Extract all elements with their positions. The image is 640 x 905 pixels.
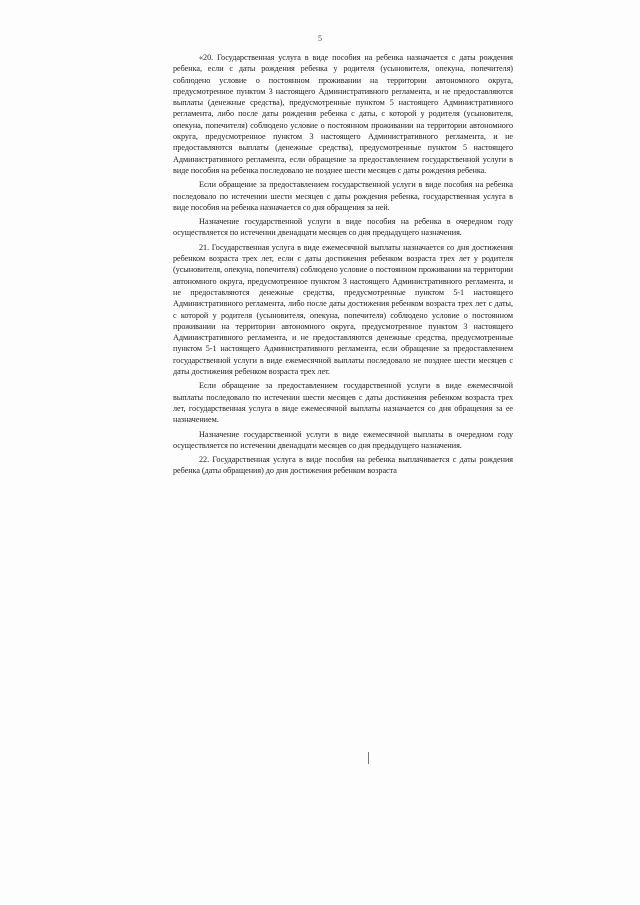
paragraph-21-next-year: Назначение государственной услуги в виде ежемесячной выплаты в очередном году осуществляется по истечении двенадцати месяцев со дня предыдущего назначения. — [173, 429, 513, 450]
paragraph-20: «20. Государственная услуга в виде пособия на ребенка назначается с даты рождения ребенка, если с даты рождения ребенка у родителя (усыновителя, опекуна, попечителя) соблюдено условие о постоянном проживании на территории автономного округа, предусмотренное пунктом 3 настоящего Административного регламента, и не предоставляются выплаты (денежные средства), предусмотренные пунктом 5 настоящего Административного регламента, либо после даты рождения ребенка с даты, с которой у родителя (усыновителя, опекуна, попечителя) соблюдено условие о постоянном проживании на территории автономного округа, предусмотренное пунктом 3 настоящего Административного регламента, и не предоставляются выплаты (денежные средства), предусмотренные пунктом 5 настоящего Административного регламента, если обращение за предоставлением государственной услуги в виде пособия на ребенка последовало не позднее шести месяцев с даты рождения ребенка. — [173, 53, 513, 175]
paragraph-22: 22. Государственная услуга в виде пособия на ребенка выплачивается с даты рождения ребенка (даты обращения) до дня достижения ребенком возраста — [173, 455, 513, 476]
document-body — [173, 52, 513, 480]
paragraph-21: 21. Государственная услуга в виде ежемесячной выплаты назначается со дня достижения ребенком возраста трех лет, если с даты достижения ребенком возраста трех лет у родителя (усыновителя, опекуна, попечителя) соблюдено условие о постоянном проживании на территории автономного округа, предусмотренное пунктом 3 настоящего Административного регламента, и не предоставляются денежные средства, предусмотренные пунктом 5-1 настоящего Административного регламента, либо после даты достижения ребенком возраста трех лет с даты, с которой у родителя (усыновителя, опекуна, попечителя) соблюдено условие о постоянном проживании на территории автономного округа, предусмотренное пунктом 3 настоящего Административного регламента, и не предоставляются денежные средства, предусмотренные пунктом 5-1 настоящего Административного регламента, если обращение за предоставлением государственной услуги в виде ежемесячной выплаты последовало не позднее шести месяцев с даты достижения ребенком возраста трех лет. — [173, 242, 513, 377]
page-number: 5 — [318, 34, 322, 43]
paragraph-21-late-application: Если обращение за предоставлением государственной услуги в виде ежемесячной выплаты последовало по истечении шести месяцев с даты достижения ребенком возраста трех лет, государственная услуга в виде ежемесячной выплаты назначается со дня обращения за ее назначением. — [173, 381, 513, 425]
paragraph-20-late-application: Если обращение за предоставлением государственной услуги в виде пособия на ребенка последовало по истечении шести месяцев с даты рождения ребенка, государственная услуга в виде пособия на ребенка назначается со дня обращения за ней. — [173, 180, 513, 212]
paragraph-20-next-year: Назначение государственной услуги в виде пособия на ребенка в очередном году осуществляется по истечении двенадцати месяцев со дня предыдущего назначения. — [173, 217, 513, 238]
scan-mark — [368, 752, 369, 764]
